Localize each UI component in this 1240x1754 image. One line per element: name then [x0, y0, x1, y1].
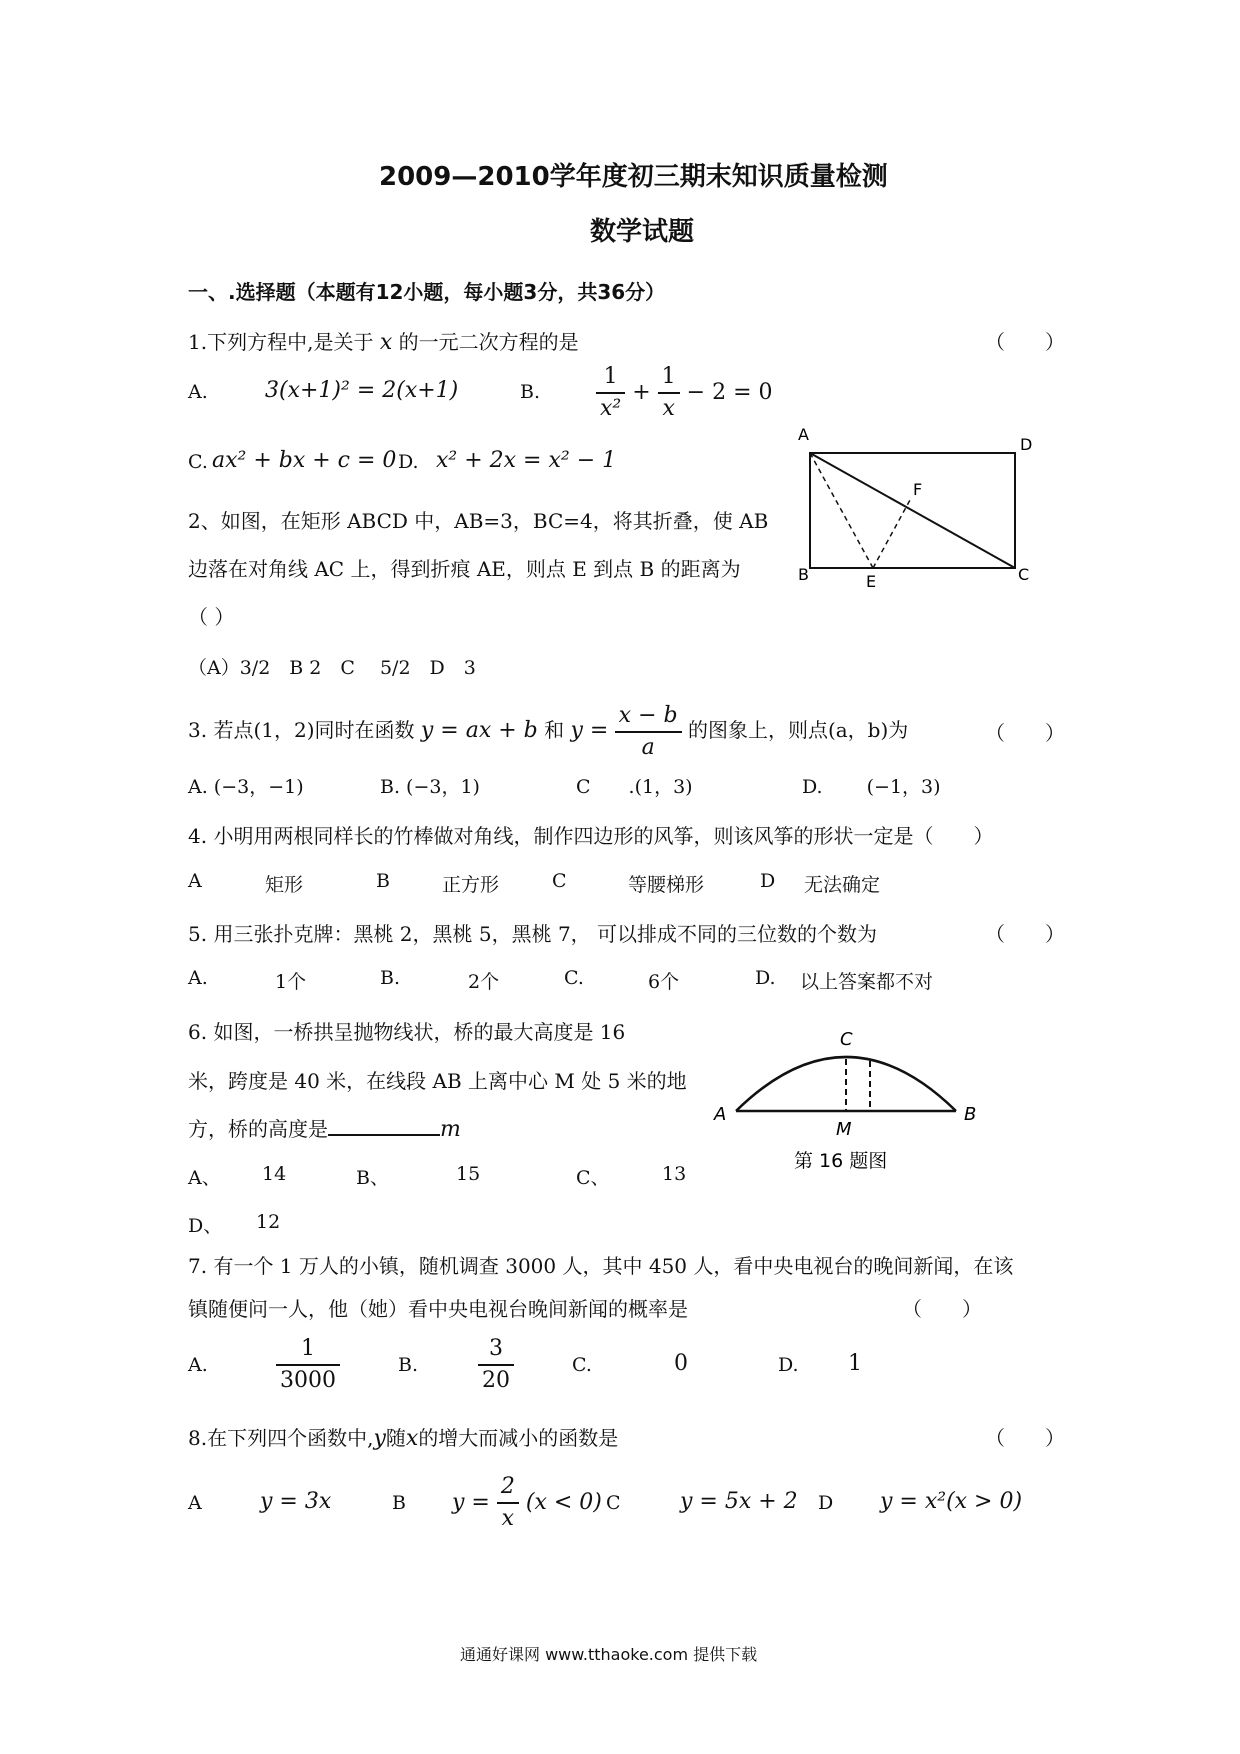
bridge-arch-figure [700, 1015, 1000, 1175]
question-1-stem: 1.下列方程中,是关于 x 的一元二次方程的是 [188, 330, 579, 355]
q3-option-b: B. (−3，1) [380, 776, 480, 798]
q6-option-b-label: B、 [356, 1167, 389, 1189]
q4-option-a: 矩形 [265, 874, 304, 896]
label-c: C [1018, 565, 1030, 584]
q1-option-c-expr: ax² + bx + c = 0 [212, 448, 397, 473]
q5-option-a: 1个 [275, 971, 307, 993]
q7-option-c-label: C. [572, 1354, 592, 1376]
q4-option-c-label: C [552, 870, 567, 892]
exam-subtitle: 数学试题 [590, 217, 695, 247]
q5-option-b: 2个 [468, 971, 500, 993]
q1-option-b-label: B. [520, 381, 541, 403]
question-6-line-2: 米，跨度是 40 米，在线段 AB 上离中心 M 处 5 米的地 [188, 1069, 687, 1093]
q8-option-c-label: C [606, 1492, 621, 1514]
q7-option-d-label: D. [778, 1354, 799, 1376]
q3-option-a: A. (−3，−1) [188, 776, 304, 798]
q6-option-b: 15 [456, 1163, 481, 1185]
q1-option-d-label: D. [398, 451, 419, 473]
question-8-stem: 8.在下列四个函数中,y随x的增大而减小的函数是 [188, 1426, 619, 1451]
question-5-stem: 5. 用三张扑克牌：黑桃 2，黑桃 5，黑桃 7， 可以排成不同的三位数的个数为 [188, 922, 878, 946]
q4-option-c: 等腰梯形 [628, 874, 705, 896]
q8-option-d-label: D [818, 1492, 834, 1514]
label-e: E [866, 572, 877, 591]
label-c: C [840, 1029, 853, 1050]
question-7-line-2: 镇随便问一人，他（她）看中央电视台晚间新闻的概率是 [188, 1297, 688, 1321]
question-3-answer-paren: （ ） [985, 721, 1065, 745]
question-7-answer-paren: （ ） [902, 1297, 982, 1321]
label-a: A [714, 1104, 727, 1125]
label-b: B [798, 565, 809, 584]
q5-option-c-label: C. [564, 967, 584, 989]
label-a: A [798, 425, 809, 444]
page-footer: 通通好课网 www.tthaoke.com 提供下载 [460, 1645, 758, 1664]
q5-option-b-label: B. [380, 967, 401, 989]
question-3-stem: 3. 若点(1，2)同时在函数 y = ax + b 和 y = $\frac{x - b}{a}$ 的图象上，则点(a，b)为 [188, 702, 909, 760]
q1-option-d-expr: x² + 2x = x² − 1 [436, 448, 617, 473]
q1-option-b-expr: $\frac{1}{\text{x²}}$ + $\frac{1}{x}$ − 2 = 0 [596, 362, 773, 424]
q8-option-b: y = $\frac{2}{x}$ (x < 0) [452, 1474, 602, 1531]
label-f: F [913, 480, 923, 499]
q4-option-b-label: B [376, 870, 390, 892]
q6-option-a: 14 [262, 1163, 287, 1185]
q3-option-c: C .(1，3) [576, 776, 693, 798]
q8-option-a: y = 3x [260, 1489, 332, 1514]
q6-option-c: 13 [662, 1163, 687, 1185]
segment-ef [873, 500, 910, 568]
label-d: D [1020, 435, 1033, 454]
q8-option-c: y = 5x + 2 [680, 1489, 798, 1514]
q6-option-a-label: A、 [188, 1167, 221, 1189]
q7-option-a-label: A. [188, 1354, 208, 1376]
question-7-line-1: 7. 有一个 1 万人的小镇，随机调查 3000 人，其中 450 人，看中央电视台的晚间新闻，在该 [188, 1254, 1014, 1278]
q5-option-a-label: A. [188, 967, 208, 989]
question-6-line-1: 6. 如图，一桥拱呈抛物线状，桥的最大高度是 16 [188, 1020, 626, 1044]
q4-option-d-label: D [760, 870, 776, 892]
question-6-line-3: 方，桥的高度是 m [188, 1117, 461, 1142]
exam-title: 2009—2010学年度初三期末知识质量检测 [379, 162, 888, 192]
question-5-answer-paren: （ ） [985, 922, 1065, 946]
rectangle-fold-figure [780, 420, 1070, 600]
q7-option-b: $\frac{3}{20}$ [478, 1334, 514, 1396]
question-4-stem: 4. 小明用两根同样长的竹棒做对角线，制作四边形的风筝，则该风筝的形状一定是（ ） [188, 824, 994, 848]
question-2-line-2: 边落在对角线 AC 上，得到折痕 AE，则点 E 到点 B 的距离为 [188, 557, 741, 581]
question-2-options: （A）3/2 B 2 C 5/2 D 3 [188, 657, 476, 679]
q6-option-d: 12 [256, 1211, 281, 1233]
answer-blank [328, 1116, 440, 1136]
q8-option-a-label: A [188, 1492, 202, 1514]
section-heading: 一、.选择题（本题有12小题，每小题3分，共36分） [188, 280, 666, 304]
question-8-answer-paren: （ ） [985, 1426, 1065, 1450]
q7-option-c: 0 [674, 1351, 688, 1376]
q6-option-c-label: C、 [576, 1167, 610, 1189]
question-1-answer-paren: （ ） [985, 330, 1065, 354]
q7-option-a: $\frac{1}{3000}$ [276, 1334, 340, 1396]
label-m: M [836, 1119, 852, 1140]
q5-option-d-label: D. [755, 967, 776, 989]
q4-option-b: 正方形 [442, 874, 500, 896]
figure-caption: 第 16 题图 [794, 1150, 888, 1172]
question-2-line-3: （ ） [188, 605, 235, 629]
q4-option-a-label: A [188, 870, 202, 892]
q7-option-d: 1 [848, 1351, 862, 1376]
q8-option-b-label: B [392, 1492, 406, 1514]
q4-option-d: 无法确定 [804, 874, 881, 896]
q1-option-a-expr: 3(x+1)² = 2(x+1) [265, 378, 459, 403]
q5-option-d: 以上答案都不对 [800, 971, 934, 993]
q5-option-c: 6个 [648, 971, 680, 993]
q1-option-a-label: A. [188, 381, 208, 403]
q7-option-b-label: B. [398, 1354, 419, 1376]
question-2-line-1: 2、如图，在矩形 ABCD 中，AB=3，BC=4，将其折叠，使 AB [188, 509, 769, 533]
q6-option-d-label: D、 [188, 1215, 223, 1237]
q3-option-d: D. (−1，3) [802, 776, 941, 798]
q8-option-d: y = x²(x > 0) [880, 1489, 1023, 1514]
q1-option-c-label: C. [188, 451, 208, 473]
label-b: B [964, 1104, 977, 1125]
